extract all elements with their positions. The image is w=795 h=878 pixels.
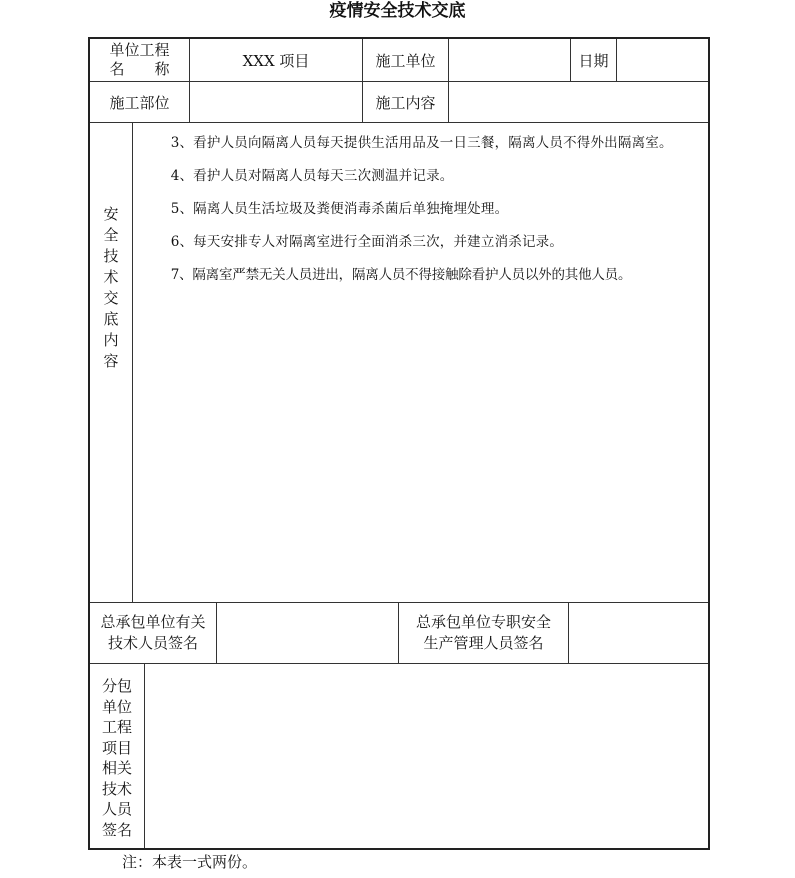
sub-label-line: 人员 <box>101 800 132 818</box>
gc-safety-signature-field[interactable] <box>568 603 708 663</box>
construction-content-value[interactable] <box>448 82 708 122</box>
disclosure-content <box>132 123 708 602</box>
disclosure-label-char: 术 <box>103 267 119 286</box>
sub-signature-field[interactable] <box>144 664 708 848</box>
sub-label-line: 分包 <box>101 677 132 695</box>
construction-content-label: 施工内容 <box>362 82 448 122</box>
document-title: 疫情安全技术交底 <box>329 1 466 21</box>
date-label: 日期 <box>570 39 616 81</box>
disclosure-item: 6、每天安排专人对隔离室进行全面消杀三次，并建立消杀记录。 <box>170 234 564 250</box>
disclosure-label-char: 底 <box>103 309 119 328</box>
disclosure-label <box>90 123 132 602</box>
sub-label-line: 技术 <box>101 779 132 798</box>
construction-part-label: 施工部位 <box>109 93 170 112</box>
disclosure-item: 3、看护人员向隔离人员每天提供生活用品及一日三餐，隔离人员不得外出隔离室。 <box>170 135 673 151</box>
disclosure-label-char: 内 <box>103 330 119 349</box>
sub-signature-label <box>90 664 144 848</box>
sub-label-line: 工程 <box>101 718 132 736</box>
sub-label-line: 项目 <box>101 738 132 757</box>
disclosure-item: 4、看护人员对隔离人员每天三次测温并记录。 <box>170 168 454 184</box>
disclosure-item: 7、隔离室严禁无关人员进出，隔离人员不得接触除看护人员以外的其他人员。 <box>170 267 632 283</box>
construction-info-row <box>90 82 708 123</box>
disclosure-item: 5、隔离人员生活垃圾及粪便消毒杀菌后单独掩埋处理。 <box>170 201 509 217</box>
disclosure-row <box>90 123 708 603</box>
construction-unit-label: 施工单位 <box>362 39 448 81</box>
footnote: 注：本表一式两份。 <box>122 853 258 871</box>
sub-label-line: 单位 <box>101 697 132 716</box>
construction-unit-value[interactable] <box>448 39 570 81</box>
project-info-row <box>90 39 708 82</box>
gc-signature-row <box>90 603 708 664</box>
disclosure-label-char: 全 <box>103 225 119 244</box>
disclosure-form-table <box>88 37 710 850</box>
disclosure-label-char: 容 <box>103 351 119 370</box>
date-value[interactable] <box>616 39 708 81</box>
disclosure-label-char: 交 <box>103 288 119 307</box>
construction-part-value[interactable] <box>189 82 362 122</box>
sub-signature-row <box>90 664 708 848</box>
project-name-value: XXX 项目 <box>189 39 362 81</box>
disclosure-label-char: 技 <box>103 246 119 265</box>
sub-label-line: 签名 <box>101 820 132 839</box>
project-name-label: 单位工程 名 称 <box>109 41 170 78</box>
sub-label-line: 相关 <box>101 759 132 777</box>
gc-tech-signature-label: 总承包单位有关 技术人员签名 <box>100 613 206 652</box>
gc-safety-signature-label: 总承包单位专职安全 生产管理人员签名 <box>398 603 568 663</box>
disclosure-label-char: 安 <box>103 204 119 223</box>
gc-tech-signature-field[interactable] <box>216 603 398 663</box>
